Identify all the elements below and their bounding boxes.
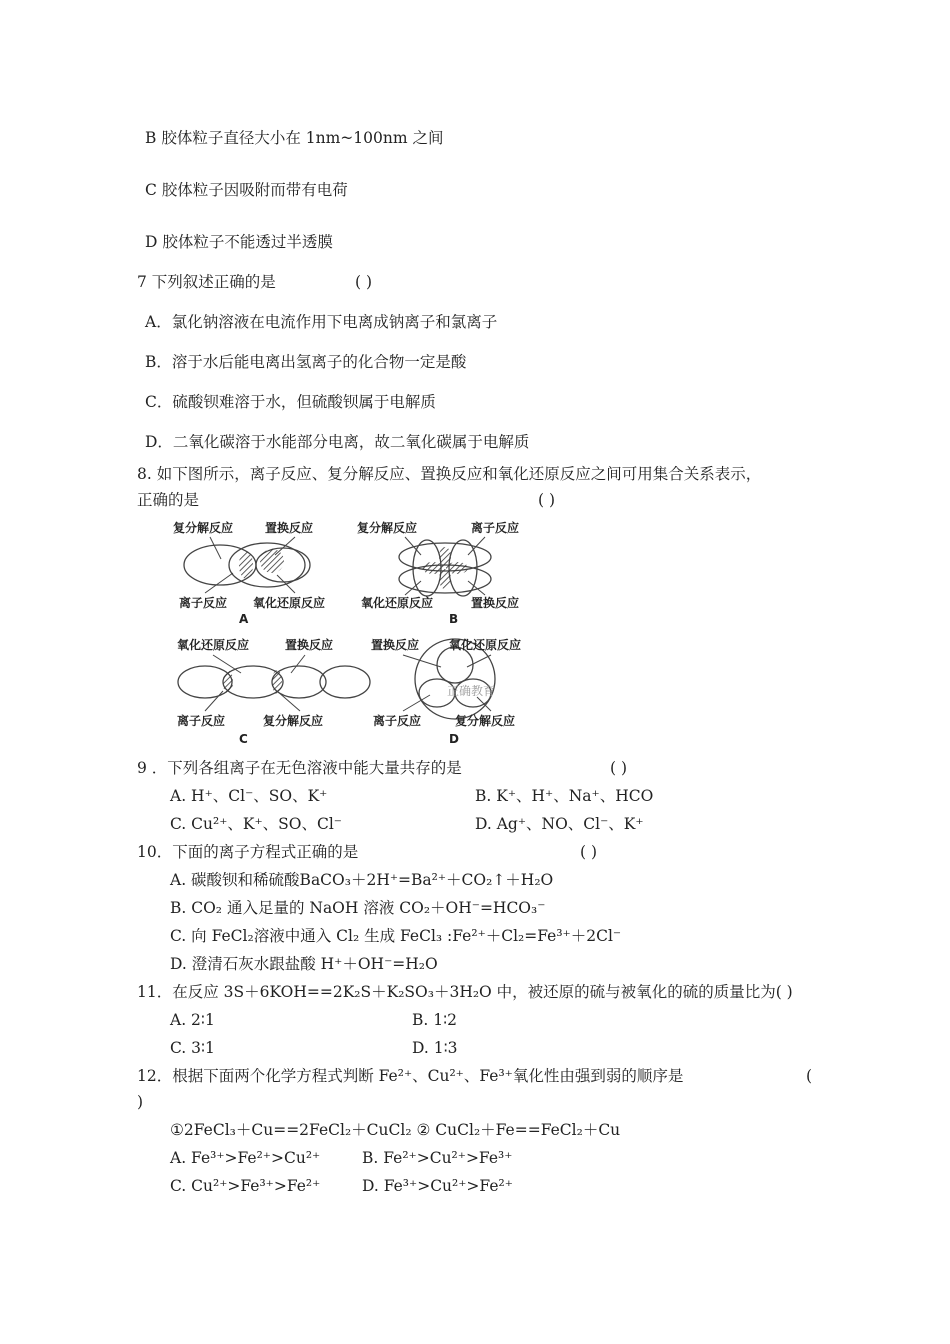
q6-option-d: D 胶体粒子不能透过半透膜 xyxy=(145,233,333,251)
set-relation-diagram xyxy=(165,515,545,750)
q11-option-a: A. 2∶1 xyxy=(170,1011,215,1029)
panel-c-label-top-right: 置换反应 xyxy=(285,638,334,652)
q11-option-b: B. 1∶2 xyxy=(412,1011,458,1029)
q7-answer-paren: ( ) xyxy=(355,273,373,291)
q10-option-c: C. 向 FeCl₂溶液中通入 Cl₂ 生成 FeCl₃ :Fe²⁺＋Cl₂=Fe³⁺＋2Cl⁻ xyxy=(170,927,622,945)
panel-b-label-top-right: 离子反应 xyxy=(471,521,520,535)
q9-stem: 9 ．下列各组离子在无色溶液中能大量共存的是 xyxy=(137,759,462,777)
q9-option-d: D. Ag⁺、NO、Cl⁻、K⁺ xyxy=(475,815,644,833)
q6-option-c: C 胶体粒子因吸附而带有电荷 xyxy=(145,181,348,199)
q6-option-b: B 胶体粒子直径大小在 1nm~100nm 之间 xyxy=(145,129,444,147)
q8-stem-line1: 8. 如下图所示，离子反应、复分解反应、置换反应和氧化还原反应之间可用集合关系表示， xyxy=(137,465,762,483)
diagram-panel-b xyxy=(357,520,519,626)
q7-option-b: B．溶于水后能电离出氢离子的化合物一定是酸 xyxy=(145,353,467,371)
panel-b-label-bottom-left: 氧化还原反应 xyxy=(361,596,434,610)
q10-answer-paren: ( ) xyxy=(580,843,598,861)
panel-b-label-bottom-right: 置换反应 xyxy=(471,596,520,610)
q12-stem: 12．根据下面两个化学方程式判断 Fe²⁺、Cu²⁺、Fe³⁺氧化性由强到弱的顺序是 xyxy=(137,1067,684,1085)
panel-c-label-top-left: 氧化还原反应 xyxy=(177,638,250,652)
panel-d-label-top-left: 置换反应 xyxy=(371,638,420,652)
q10-option-a: A. 碳酸钡和稀硫酸BaCO₃＋2H⁺=Ba²⁺＋CO₂↑＋H₂O xyxy=(170,871,554,889)
q11-stem: 11．在反应 3S＋6KOH==2K₂S＋K₂SO₃＋3H₂O 中，被还原的硫与被氧化的硫的质量比为( ) xyxy=(137,983,793,1001)
panel-c-label-bottom-left: 离子反应 xyxy=(177,714,226,728)
q9-option-a: A. H⁺、Cl⁻、SO、K⁺ xyxy=(170,787,328,805)
panel-d-label-bottom-left: 离子反应 xyxy=(373,714,422,728)
panel-a-letter: A xyxy=(239,612,249,626)
panel-d-label-bottom-right: 复分解反应 xyxy=(455,714,516,728)
q7-option-c: C．硫酸钡难溶于水，但硫酸钡属于电解质 xyxy=(145,393,436,411)
panel-a-label-bottom-right: 氧化还原反应 xyxy=(253,596,326,610)
panel-d-letter: D xyxy=(449,732,459,746)
q9-option-c: C. Cu²⁺、K⁺、SO、Cl⁻ xyxy=(170,815,342,833)
diagram-panel-d xyxy=(371,637,521,746)
q10-stem: 10．下面的离子方程式正确的是 xyxy=(137,843,359,861)
q12-option-d: D. Fe³⁺>Cu²⁺>Fe²⁺ xyxy=(362,1177,513,1195)
q10-option-d: D. 澄清石灰水跟盐酸 H⁺＋OH⁻=H₂O xyxy=(170,955,438,973)
diagram-watermark: 正确教育 xyxy=(447,684,496,698)
q12-option-b: B. Fe²⁺>Cu²⁺>Fe³⁺ xyxy=(362,1149,513,1167)
panel-b-label-top-left: 复分解反应 xyxy=(357,521,418,535)
q9-option-b: B. K⁺、H⁺、Na⁺、HCO xyxy=(475,787,654,805)
q8-stem-line2: 正确的是 xyxy=(137,491,200,509)
q9-answer-paren: ( ) xyxy=(610,759,628,777)
panel-a-label-top-right: 置换反应 xyxy=(265,521,314,535)
panel-a-label-bottom-left: 离子反应 xyxy=(179,596,228,610)
q12-answer-paren-close: ) xyxy=(137,1093,144,1111)
panel-c-label-bottom-right: 复分解反应 xyxy=(263,714,324,728)
q11-option-d: D. 1∶3 xyxy=(412,1039,458,1057)
q7-option-a: A．氯化钠溶液在电流作用下电离成钠离子和氯离子 xyxy=(145,313,498,331)
panel-c-letter: C xyxy=(239,732,248,746)
q7-option-d: D．二氧化碳溶于水能部分电离，故二氧化碳属于电解质 xyxy=(145,433,530,451)
q12-option-a: A. Fe³⁺>Fe²⁺>Cu²⁺ xyxy=(170,1149,321,1167)
q7-stem: 7 下列叙述正确的是 xyxy=(137,273,276,291)
diagram-panel-c xyxy=(177,637,370,746)
panel-b-letter: B xyxy=(449,612,459,626)
q12-equations: ①2FeCl₃＋Cu==2FeCl₂＋CuCl₂ ② CuCl₂＋Fe==FeCl₂＋Cu xyxy=(170,1121,621,1139)
q12-option-c: C. Cu²⁺>Fe³⁺>Fe²⁺ xyxy=(170,1177,321,1195)
panel-a-label-top-left: 复分解反应 xyxy=(173,521,234,535)
q8-answer-paren: ( ) xyxy=(538,491,556,509)
q10-option-b: B. CO₂ 通入足量的 NaOH 溶液 CO₂＋OH⁻=HCO₃⁻ xyxy=(170,899,546,917)
panel-d-label-top-right: 氧化还原反应 xyxy=(449,638,522,652)
q12-answer-paren-open: ( xyxy=(806,1067,813,1085)
q11-option-c: C. 3∶1 xyxy=(170,1039,215,1057)
diagram-panel-a xyxy=(173,520,325,626)
